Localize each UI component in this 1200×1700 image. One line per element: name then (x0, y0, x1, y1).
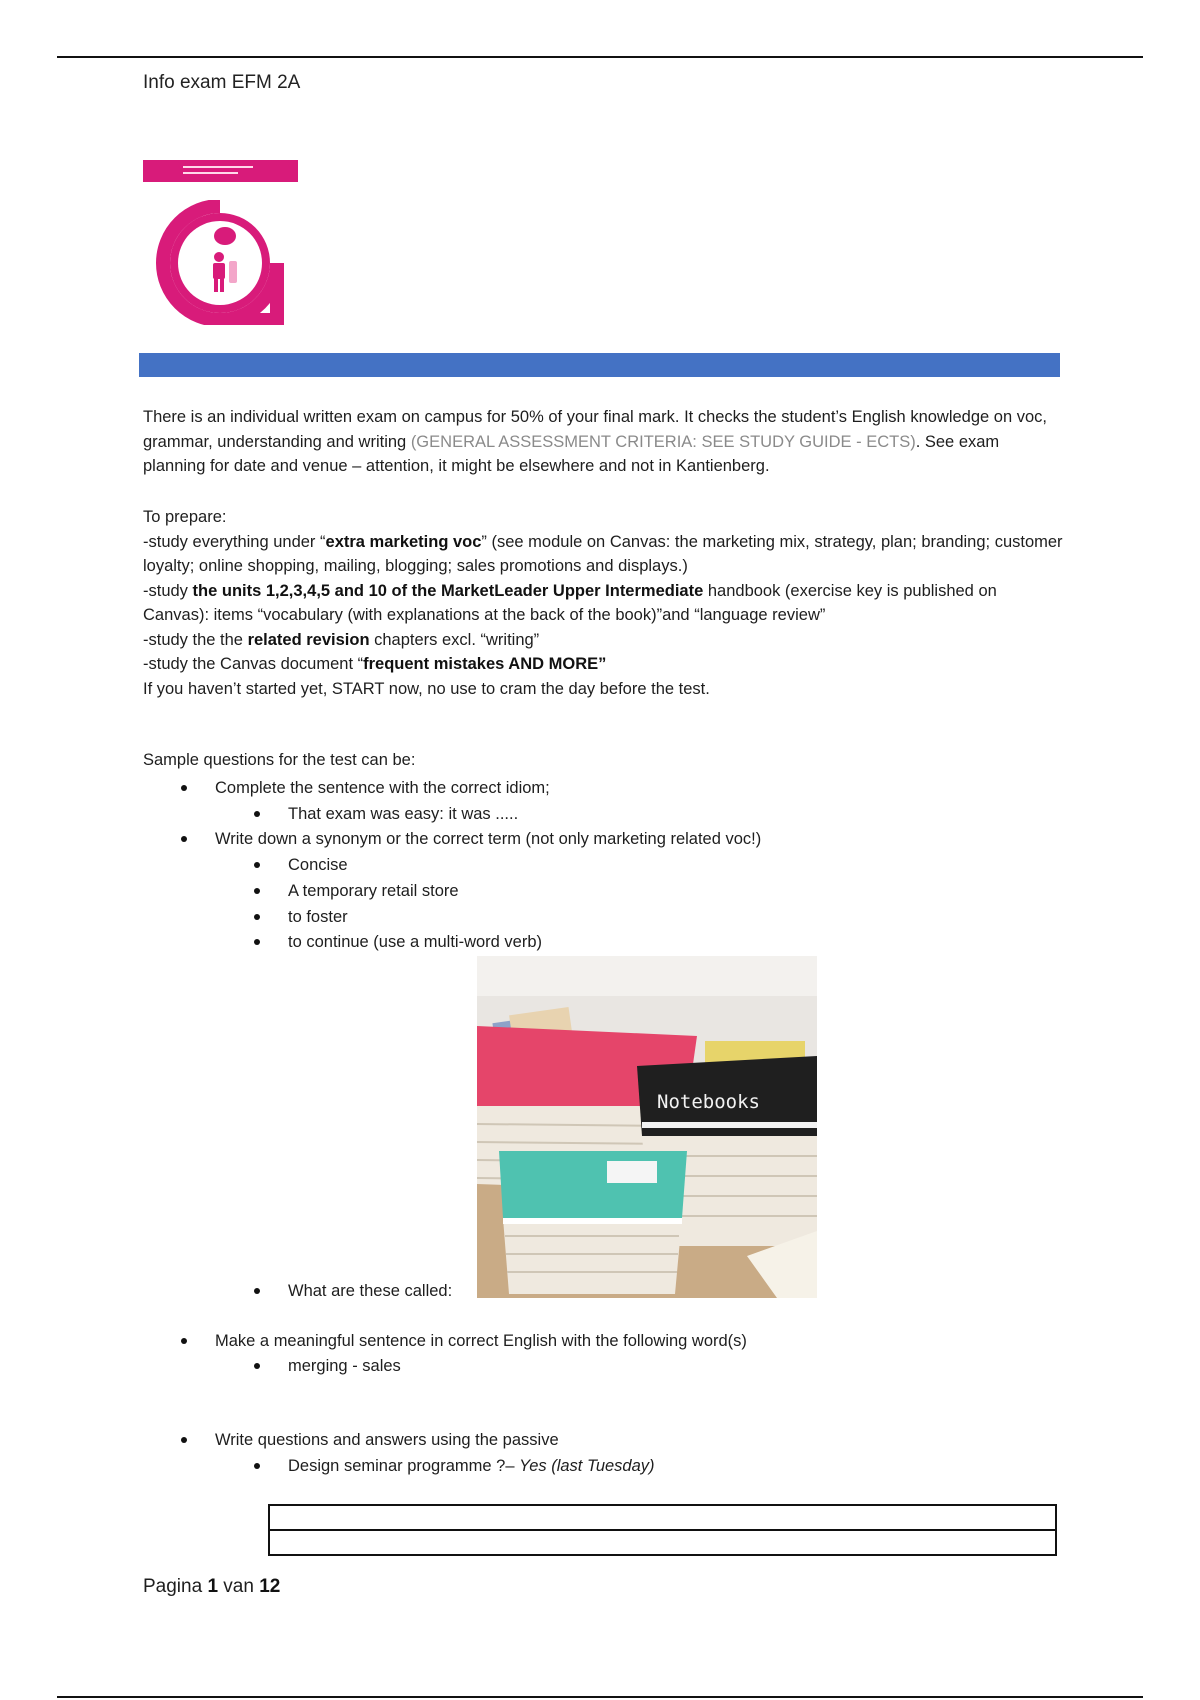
samples-heading: Sample questions for the test can be: (143, 751, 416, 769)
list-item: to foster (288, 905, 348, 929)
list-item: Concise (288, 853, 348, 877)
baskets-photo (477, 956, 817, 1298)
list-item: A temporary retail store (288, 879, 459, 903)
section-band (139, 353, 1060, 377)
list-item: merging - sales (288, 1354, 401, 1378)
page-number: Pagina 1 van 12 (143, 1576, 281, 1597)
prepare-heading: To prepare: (143, 508, 227, 526)
list-item: Write questions and answers using the passive (215, 1428, 559, 1452)
list-item: Write down a synonym or the correct term (not only marketing related voc!) (215, 827, 761, 851)
top-rule (57, 56, 1143, 58)
basket-label: Notebooks (657, 1091, 760, 1113)
intro-paragraph: There is an individual written exam on campus for 50% of your final mark. It checks the student’s English knowledge on voc, grammar, understanding and writing (GENERAL ASSESSMENT CRITERIA: SEE STUDY GUIDE - ECTS). See exam planning for date and venue – attention, it might be elsewhere and not in Kantienberg. (143, 408, 1047, 475)
prepare-line-4: -study the Canvas document “frequent mistakes AND MORE” (143, 655, 607, 673)
assessment-criteria-note: (GENERAL ASSESSMENT CRITERIA: SEE STUDY GUIDE - ECTS) (410, 432, 916, 451)
answer-table (268, 1504, 1057, 1556)
list-item: Make a meaningful sentence in correct English with the following word(s) (215, 1329, 747, 1353)
bottom-rule (57, 1696, 1143, 1698)
prepare-line-5: If you haven’t started yet, START now, no use to cram the day before the test. (143, 679, 710, 698)
header-title: Info exam EFM 2A (143, 72, 301, 93)
prepare-line-3: -study the the related revision chapters excl. “writing” (143, 630, 540, 649)
list-item: to continue (use a multi-word verb) (288, 930, 542, 954)
prepare-line-2: -study the units 1,2,3,4,5 and 10 of the MarketLeader Upper Intermediate handbook (exercise key is published on Canvas): items “vocabulary (with explanations at the back of the book)”and “language review” (143, 581, 997, 624)
list-item (288, 1279, 452, 1303)
prepare-line-1: -study everything under “extra marketing voc” (see module on Canvas: the marketing mix, strategy, plan; branding; customer loyalty; online shopping, mailing, blogging; sales promotions and displays.) (143, 532, 1063, 575)
list-item: That exam was easy: it was ..... (288, 802, 518, 826)
image-caption: What are these called: (288, 1282, 453, 1300)
logo-bar (143, 160, 298, 182)
course-logo (143, 160, 298, 330)
list-item: Design seminar programme ?– Yes (last Tuesday) (288, 1454, 655, 1478)
speech-person-icon (155, 200, 285, 325)
prepare-section (143, 505, 1063, 701)
list-item: Complete the sentence with the correct idiom; (215, 776, 550, 800)
